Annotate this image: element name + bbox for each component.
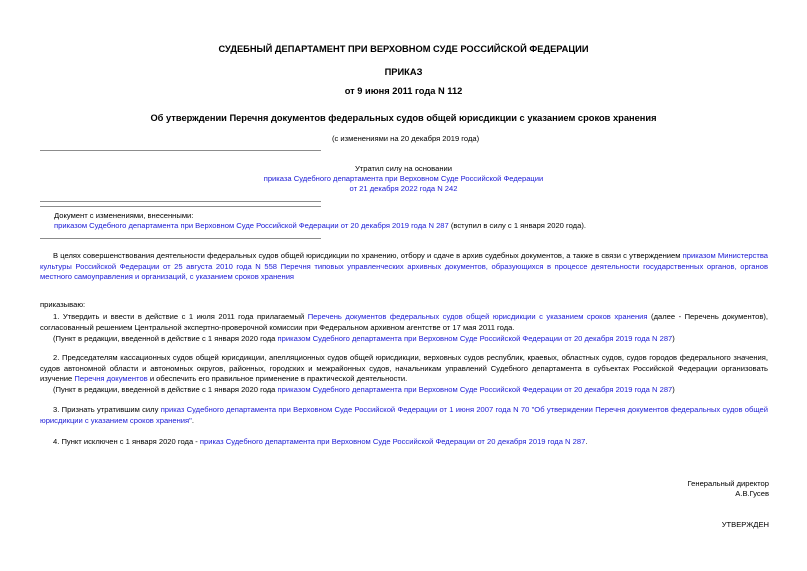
amendments-note: (с изменениями на 20 декабря 2019 года): [332, 134, 480, 143]
divider-line: [40, 238, 321, 239]
archive-list-link[interactable]: Перечня типовых управленческих архивных документов, образующихся в процессе деятельности государственных органов, органов местного самоуправления и организаций, с указанием сроков хранения: [40, 261, 768, 282]
approved-label: УТВЕРЖДЕН: [721, 520, 769, 529]
changes-line: [54, 221, 768, 232]
item-3-paragraph: [40, 405, 768, 426]
changes-order-link[interactable]: приказом Судебного департамента при Верховном Суде Российской Федерации от 20 декабря 2019 года N 287: [54, 221, 449, 230]
doc-date-number: от 9 июня 2011 года N 112: [344, 86, 463, 96]
divider-line: [40, 201, 321, 202]
item-1-note: [53, 334, 768, 345]
amending-order-link[interactable]: приказом Судебного департамента при Верховном Суде Российской Федерации от 20 декабря 2019 года N 287: [277, 385, 673, 394]
preamble-paragraph: [40, 251, 768, 283]
item-2-text: 2. Председателям кассационных судов общей юрисдикции, апелляционных судов общей юрисдикции, верховных судов республик, краевых, областных судов, судов городов федерального значения, судов автономной области и автономных округов, районных, городских и межрайонных судов, начальникам управлений Судебного департамента в субъектах Российской Федерации организовать изучение: [40, 353, 768, 384]
signatory-name: А.В.Гусев: [735, 489, 769, 498]
item-1-paragraph: [40, 312, 768, 333]
excluding-order-link[interactable]: приказ Судебного департамента при Верховном Суде Российской Федерации от 20 декабря 2019 года N 287: [199, 437, 586, 446]
note-end: ): [672, 334, 675, 343]
order-word: приказываю:: [40, 300, 86, 309]
document-list-link[interactable]: Перечень документов федеральных судов общей юрисдикции с указанием сроков хранения: [307, 312, 648, 321]
document-list-link[interactable]: Перечня документов: [74, 374, 148, 384]
preamble-text: В целях совершенствования деятельности федеральных судов общей юрисдикции по хранению, отбору и сдаче в архив судебных документов, а также в связи с утверждением: [53, 251, 683, 260]
item-3-text: 3. Признать утратившим силу: [53, 405, 161, 414]
changes-suffix: (вступил в силу с 1 января 2020 года).: [448, 221, 586, 230]
signatory-position: Генеральный директор: [687, 479, 769, 488]
item-3-text: .: [191, 415, 194, 425]
note-text: (Пункт в редакции, введенной в действие с 1 января 2020 года: [53, 334, 278, 343]
ministry-order-link[interactable]: приказом Министерства культуры Российской Федерации от 25 августа 2010 года N 558: [40, 251, 768, 271]
item-2-text: и обеспечить его правильное применение в практической деятельности.: [147, 374, 408, 384]
item-4-paragraph: [40, 437, 768, 448]
repeal-order-date-link[interactable]: от 21 декабря 2022 года N 242: [349, 184, 458, 193]
repealed-order-link[interactable]: приказ Судебного департамента при Верховном Суде Российской Федерации от 1 июня 2007 года N 70 "Об утверждении Перечня документов федеральных судов общей юрисдикции с указанием сроков хранения": [40, 405, 768, 425]
doc-title: Об утверждении Перечня документов федеральных судов общей юрисдикции с указанием сроков хранения: [150, 113, 657, 123]
note-end: ): [672, 385, 675, 394]
repeal-order-link[interactable]: приказа Судебного департамента при Верховном Суде Российской Федерации: [263, 174, 544, 183]
note-text: (Пункт в редакции, введенной в действие с 1 января 2020 года: [53, 385, 278, 394]
amending-order-link[interactable]: приказом Судебного департамента при Верховном Суде Российской Федерации от 20 декабря 2019 года N 287: [277, 334, 673, 343]
item-2-note: [53, 385, 768, 396]
item-1-text: (далее - Перечень документов), согласованный решением Центральной экспертно-проверочной комиссии при Федеральном архивном агентстве от 17 мая 2011 года.: [40, 312, 768, 332]
doc-type: ПРИКАЗ: [384, 67, 423, 77]
organization-title: СУДЕБНЫЙ ДЕПАРТАМЕНТ ПРИ ВЕРХОВНОМ СУДЕ РОССИЙСКОЙ ФЕДЕРАЦИИ: [218, 44, 589, 54]
item-1-text: 1. Утвердить и ввести в действие с 1 июля 2011 года прилагаемый: [53, 312, 308, 321]
item-2-paragraph: [40, 353, 768, 385]
status-label: Утратил силу на основании: [354, 164, 453, 173]
divider-line: [40, 206, 321, 207]
item-4-text: 4. Пункт исключен с 1 января 2020 года -: [53, 437, 200, 446]
divider-line: [40, 150, 321, 151]
item-4-text: .: [585, 437, 588, 446]
changes-label: Документ с изменениями, внесенными:: [54, 211, 194, 220]
